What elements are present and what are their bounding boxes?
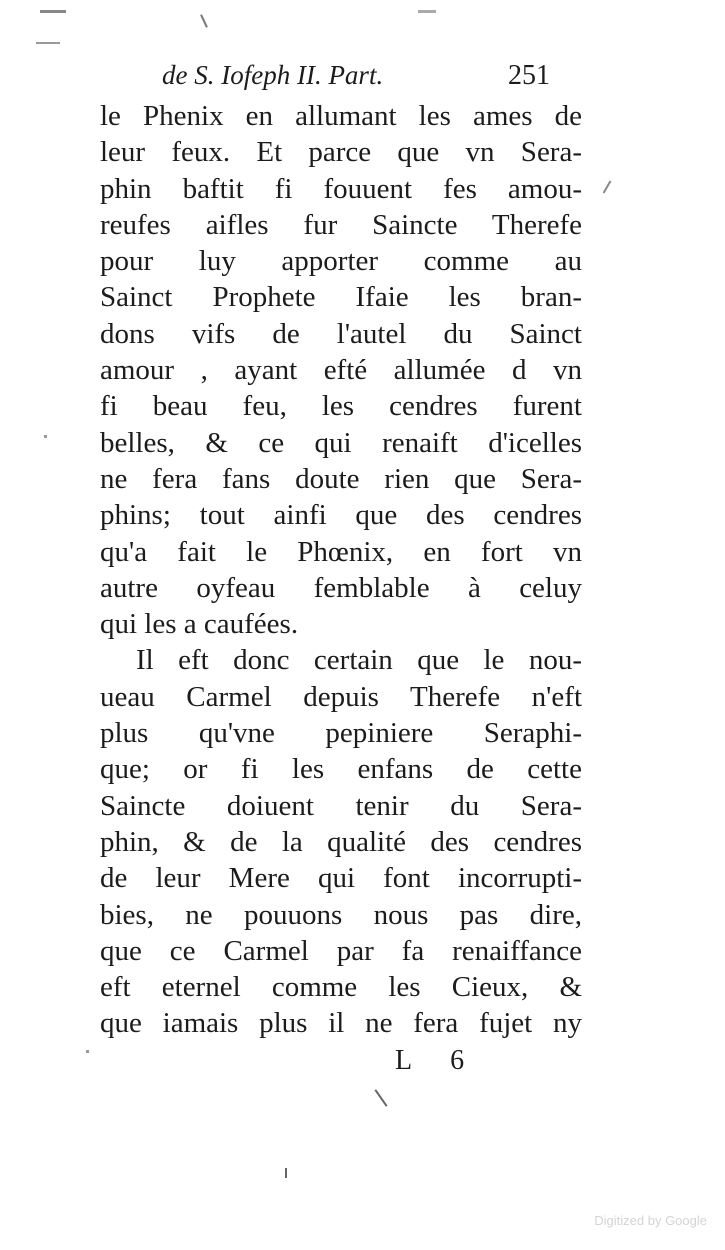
- text-line: Sainct Prophete Ifaie les bran-: [100, 281, 582, 314]
- text-line: leur feux. Et parce que vn Sera-: [100, 136, 582, 169]
- text-line: pour luy apporter comme au: [100, 245, 582, 278]
- text-line: fi beau feu, les cendres furent: [100, 390, 582, 423]
- text-line: que; or fi les enfans de cette: [100, 753, 582, 786]
- running-head: de S. Iofeph II. Part.: [162, 60, 384, 90]
- text-line: Il eft donc certain que le nou-: [136, 644, 582, 677]
- text-line: dons vifs de l'autel du Sainct: [100, 317, 582, 350]
- text-line: eft eternel comme les Cieux, &: [100, 971, 582, 1004]
- scan-speck: [36, 42, 60, 44]
- text-line: ueau Carmel depuis Therefe n'eft: [100, 680, 582, 713]
- page-number: 251: [508, 60, 550, 91]
- text-line: ne fera fans doute rien que Sera-: [100, 462, 582, 495]
- text-line: de leur Mere qui font incorrupti-: [100, 862, 582, 895]
- scan-speck: [374, 1089, 387, 1107]
- text-line: phins; tout ainfi que des cendres: [100, 499, 582, 532]
- watermark: Digitized by Google: [594, 1213, 707, 1228]
- text-line: amour , ayant efté allumée d vn: [100, 354, 582, 387]
- text-line: phin baftit fi fouuent fes amou-: [100, 172, 582, 205]
- text-line: qui les a caufées.: [100, 608, 299, 641]
- text-line: plus qu'vne pepiniere Seraphi-: [100, 717, 582, 750]
- text-line: bies, ne pouuons nous pas dire,: [100, 898, 582, 931]
- text-line: Saincte doiuent tenir du Sera-: [100, 789, 582, 822]
- scan-speck: [285, 1168, 287, 1178]
- text-line: belles, & ce qui renaift d'icelles: [100, 426, 582, 459]
- scan-speck: [200, 14, 208, 28]
- text-line: que ce Carmel par fa renaiffance: [100, 934, 582, 967]
- text-line: le Phenix en allumant les ames de: [100, 100, 582, 132]
- text-line: reufes aifles fur Saincte Therefe: [100, 208, 582, 241]
- scan-speck: [418, 10, 436, 13]
- signature-mark: L 6: [395, 1045, 481, 1076]
- paragraph-1: [100, 98, 582, 642]
- text-line: que iamais plus il ne fera fujet ny: [100, 1007, 582, 1040]
- text-line: qu'a fait le Phœnix, en fort vn: [100, 535, 582, 568]
- scan-speck: [40, 10, 66, 13]
- scan-speck: [603, 180, 612, 193]
- text-line: autre oyfeau femblable à celuy: [100, 571, 582, 604]
- body-text: [100, 98, 582, 1042]
- text-line: phin, & de la qualité des cendres: [100, 825, 582, 858]
- scan-speck: [86, 1050, 89, 1053]
- scan-speck: [44, 435, 47, 438]
- paragraph-2: [100, 642, 582, 1041]
